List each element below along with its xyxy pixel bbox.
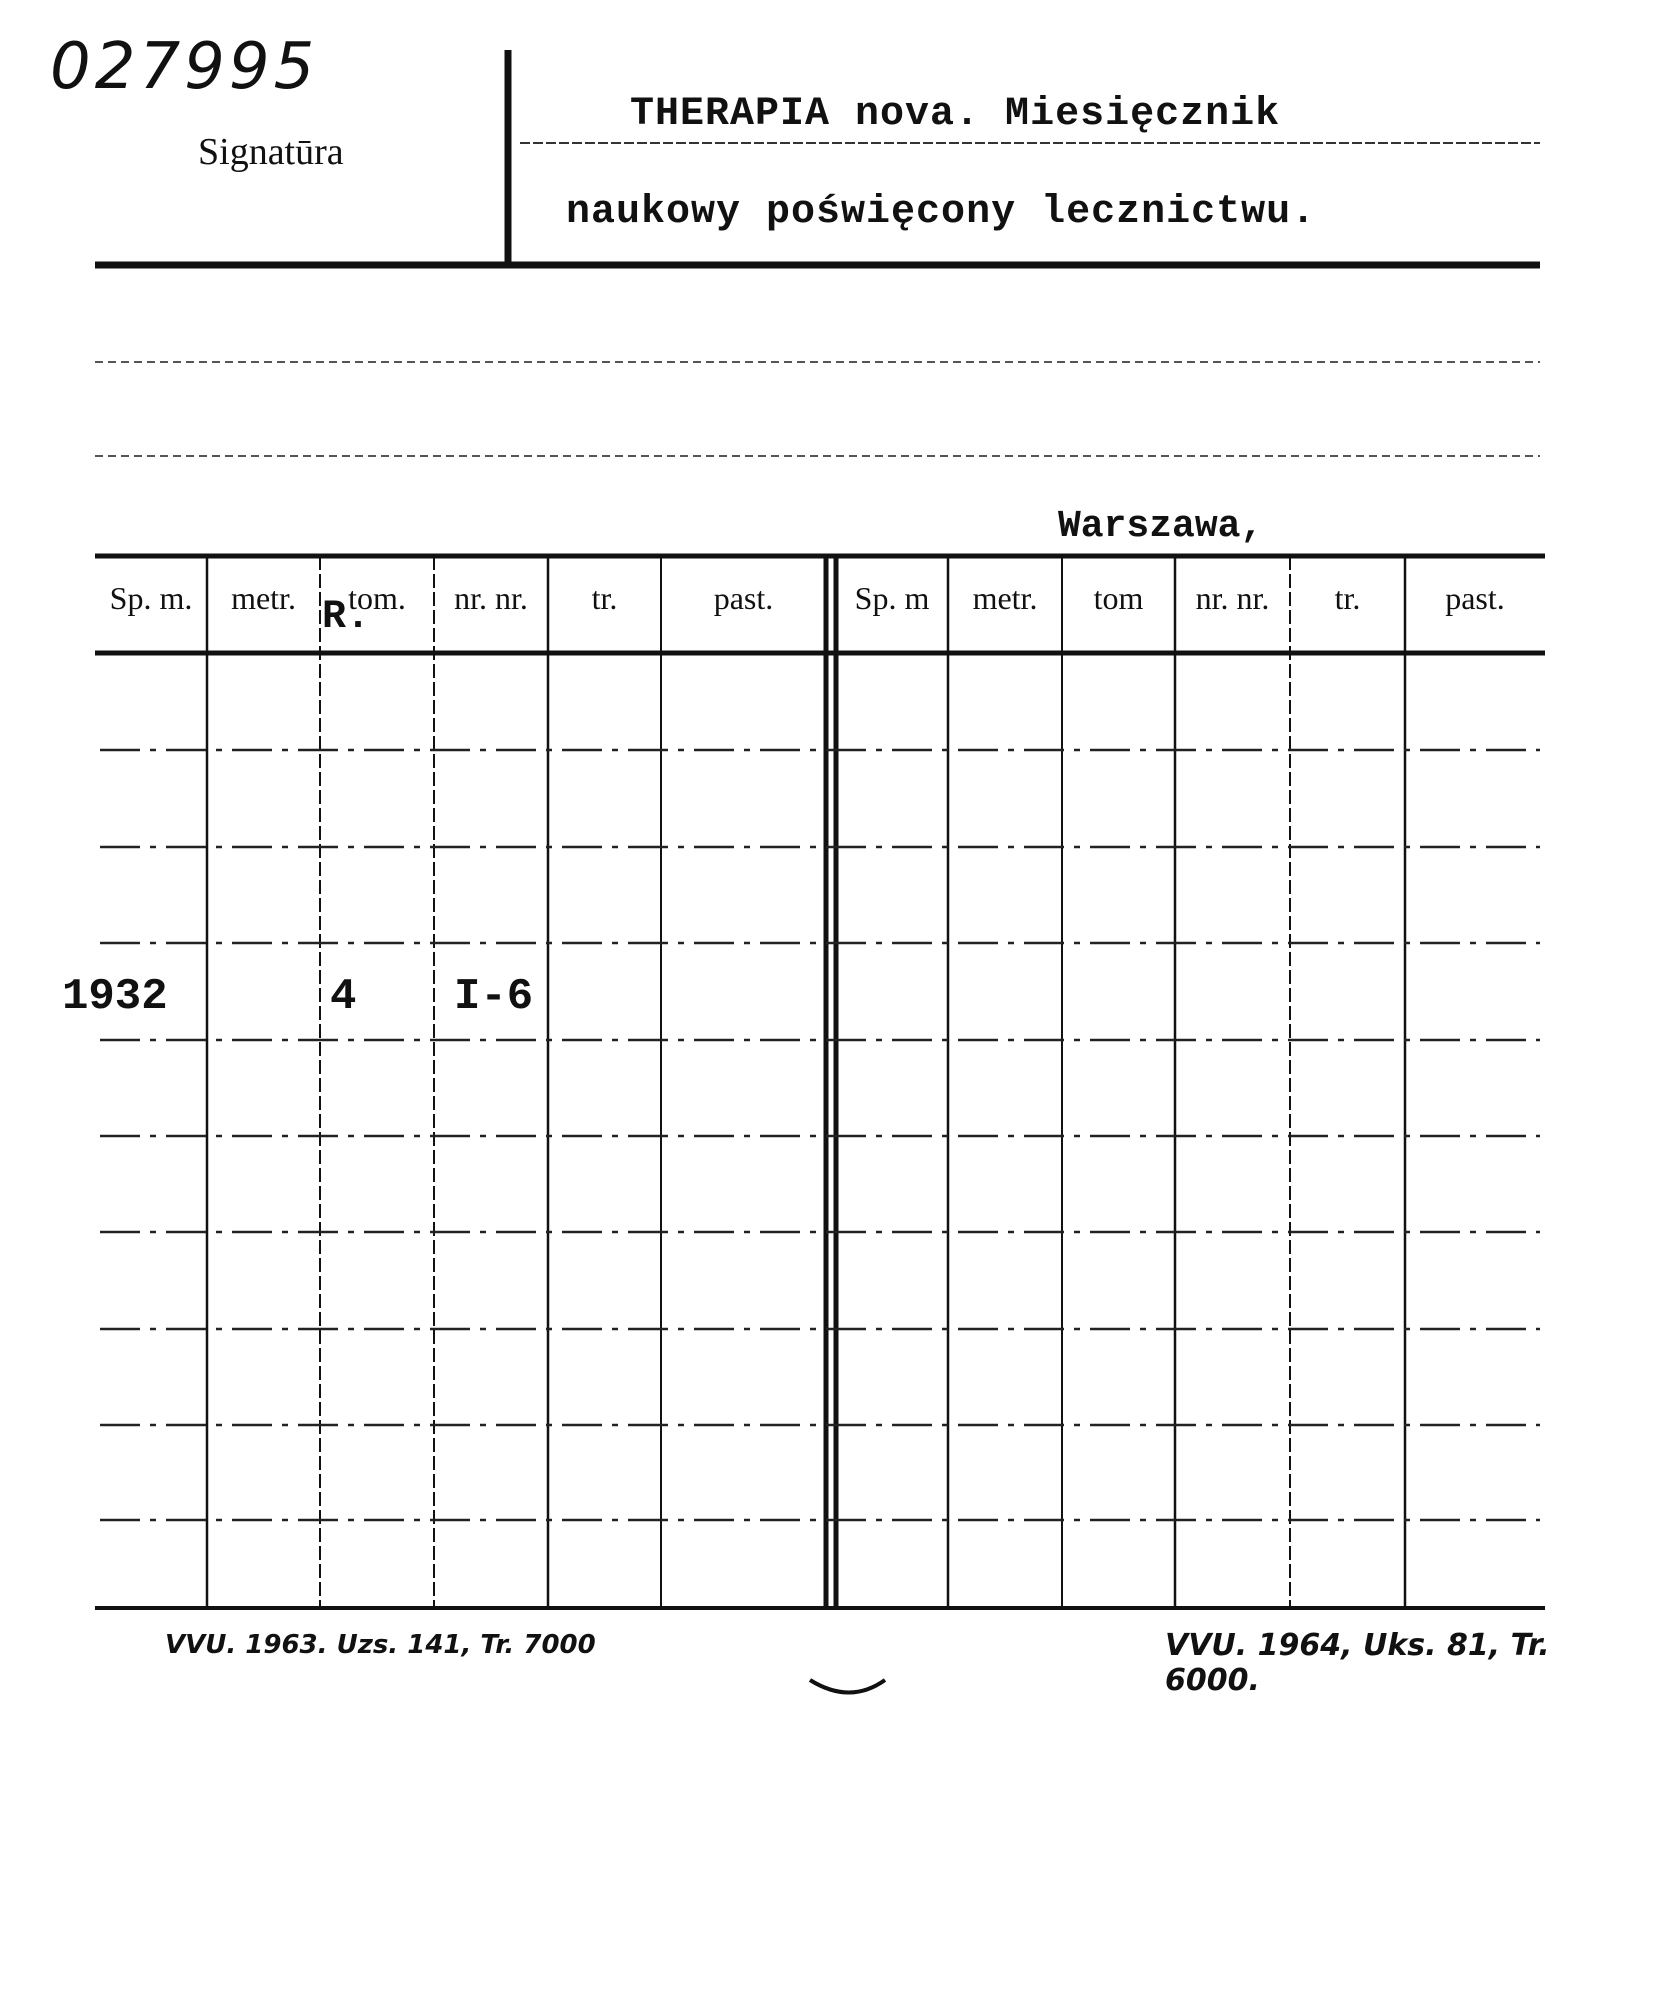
header-left-tom: tom. — [348, 580, 406, 616]
footnote-left: VVU. 1963. Uzs. 141, Tr. 7000 — [165, 1630, 596, 1660]
header-left-nr-nr: nr. nr. — [454, 580, 528, 616]
place-of-publication: Warszawa, — [1058, 505, 1264, 548]
header-right-tr: tr. — [1334, 580, 1361, 616]
stray-typed-mark: R. — [322, 595, 371, 640]
signature-label: Signatūra — [198, 131, 344, 173]
entry-tom: 4 — [330, 972, 357, 1022]
signature-number: 027995 — [50, 30, 319, 104]
header-left-sp-m: Sp. m. — [109, 580, 193, 616]
header-right-nr-nr: nr. nr. — [1195, 580, 1270, 616]
header-right-sp-m: Sp. m — [854, 580, 930, 616]
header-right-metr: metr. — [972, 580, 1038, 616]
header-right-tom: tom — [1093, 580, 1144, 616]
header-left-tr: tr. — [591, 580, 618, 616]
entry-year: 1932 — [62, 972, 168, 1022]
title-line-2: naukowy poświęcony lecznictwu. — [566, 190, 1317, 235]
header-left-metr: metr. — [231, 580, 296, 616]
header-right-past: past. — [1445, 580, 1505, 616]
footnote-right: VVU. 1964, Uks. 81, Tr. 6000. — [1165, 1628, 1550, 1698]
header-left-past: past. — [713, 580, 774, 616]
entry-nr: I-6 — [454, 972, 534, 1022]
title-line-1: THERAPIA nova. Miesięcznik — [630, 92, 1281, 137]
